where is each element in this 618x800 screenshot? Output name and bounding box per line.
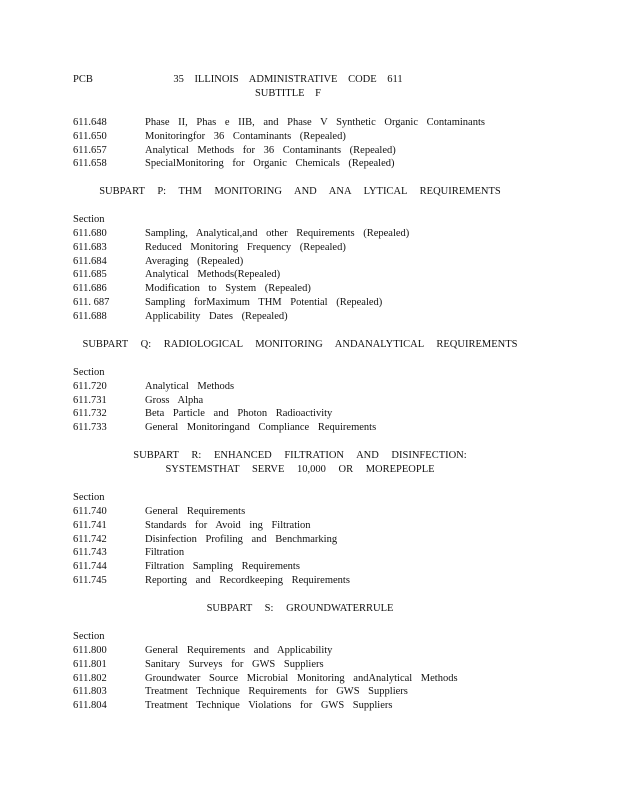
section-number: 611.685 bbox=[73, 269, 107, 280]
subpart-p-heading: SUBPART P: THM MONITORING AND ANA LYTICAL REQUIREMENTS bbox=[99, 186, 501, 197]
subpart-r-heading-line2: SYSTEMSTHAT SERVE 10,000 OR MOREPEOPLE bbox=[165, 463, 435, 475]
list-item bbox=[73, 421, 376, 435]
header-code-line: 35 ILLINOIS ADMINISTRATIVE CODE 611 bbox=[173, 74, 403, 85]
list-item bbox=[73, 241, 346, 255]
section-number: 611.731 bbox=[73, 395, 107, 406]
section-label: Section bbox=[73, 214, 105, 225]
section-number: 611.804 bbox=[73, 700, 107, 711]
subpart-q-heading: SUBPART Q: RADIOLOGICAL MONITORING ANDANALYTICAL REQUIREMENTS bbox=[82, 339, 518, 350]
list-item bbox=[73, 268, 280, 282]
list-item bbox=[73, 296, 382, 310]
section-title: Sampling, Analytical,and other Requirements (Repealed) bbox=[145, 228, 410, 239]
section-title: Sampling forMaximum THM Potential (Repealed) bbox=[145, 297, 383, 308]
list-item bbox=[73, 505, 245, 519]
header-subtitle-line: SUBTITLE F bbox=[254, 87, 322, 99]
section-number: 611.650 bbox=[73, 131, 107, 142]
header-agency: PCB bbox=[73, 74, 93, 85]
list-item bbox=[73, 227, 409, 241]
subpart-r-heading-line1: SUBPART R: ENHANCED FILTRATION AND DISINFECTION: bbox=[133, 450, 467, 461]
section-number: 611.732 bbox=[73, 408, 107, 419]
section-number: 611. 687 bbox=[73, 297, 110, 308]
section-number: 611.720 bbox=[73, 381, 107, 392]
section-number: 611.802 bbox=[73, 673, 107, 684]
section-title: General Requirements and Applicability bbox=[145, 645, 333, 656]
section-title: Treatment Technique Requirements for GWS Suppliers bbox=[145, 686, 408, 697]
list-item bbox=[73, 394, 203, 408]
section-title: Disinfection Profiling and Benchmarking bbox=[145, 534, 338, 545]
section-number: 611.743 bbox=[73, 547, 107, 558]
section-title: Reporting and Recordkeeping Requirements bbox=[145, 575, 350, 586]
section-number: 611.803 bbox=[73, 686, 107, 697]
list-item bbox=[73, 407, 332, 421]
list-item bbox=[73, 658, 324, 672]
list-item bbox=[73, 157, 395, 171]
section-title: Analytical Methods(Repealed) bbox=[145, 269, 281, 280]
section-number: 611.648 bbox=[73, 117, 107, 128]
list-item bbox=[73, 116, 485, 130]
list-item bbox=[73, 310, 288, 324]
section-title: Applicability Dates (Repealed) bbox=[145, 311, 288, 322]
section-number: 611.657 bbox=[73, 145, 107, 156]
section-title: Averaging (Repealed) bbox=[145, 256, 244, 267]
header-code-title bbox=[0, 73, 576, 101]
section-title: Sanitary Surveys for GWS Suppliers bbox=[145, 659, 324, 670]
list-item bbox=[73, 685, 408, 699]
section-title: Beta Particle and Photon Radioactivity bbox=[145, 408, 333, 419]
section-label: Section bbox=[73, 492, 105, 503]
list-item bbox=[73, 144, 396, 158]
section-title: Modification to System (Repealed) bbox=[145, 283, 311, 294]
list-item bbox=[73, 546, 184, 560]
list-item bbox=[73, 672, 458, 686]
list-item bbox=[73, 699, 392, 713]
list-item bbox=[73, 560, 300, 574]
list-item bbox=[73, 282, 311, 296]
section-number: 611.684 bbox=[73, 256, 107, 267]
section-number: 611.744 bbox=[73, 561, 107, 572]
section-number: 611.801 bbox=[73, 659, 107, 670]
section-title: Analytical Methods for 36 Contaminants (Repealed) bbox=[145, 145, 396, 156]
section-title: Reduced Monitoring Frequency (Repealed) bbox=[145, 242, 346, 253]
section-title: Gross Alpha bbox=[145, 395, 204, 406]
list-item bbox=[73, 255, 243, 269]
list-item bbox=[73, 130, 346, 144]
subpart-s-heading: SUBPART S: GROUNDWATERRULE bbox=[206, 603, 394, 614]
section-title: Filtration Sampling Requirements bbox=[145, 561, 300, 572]
section-number: 611.688 bbox=[73, 311, 107, 322]
section-title: Treatment Technique Violations for GWS Suppliers bbox=[145, 700, 393, 711]
section-number: 611.741 bbox=[73, 520, 107, 531]
section-number: 611.800 bbox=[73, 645, 107, 656]
section-title: Monitoringfor 36 Contaminants (Repealed) bbox=[145, 131, 346, 142]
section-title: SpecialMonitoring for Organic Chemicals (Repealed) bbox=[145, 158, 395, 169]
section-title: Filtration bbox=[145, 547, 185, 558]
section-number: 611.745 bbox=[73, 575, 107, 586]
section-label: Section bbox=[73, 631, 105, 642]
section-title: General Monitoringand Compliance Requirements bbox=[145, 422, 377, 433]
section-title: General Requirements bbox=[145, 506, 246, 517]
section-label: Section bbox=[73, 367, 105, 378]
section-number: 611.740 bbox=[73, 506, 107, 517]
list-item bbox=[73, 519, 311, 533]
list-item bbox=[73, 574, 350, 588]
section-number: 611.680 bbox=[73, 228, 107, 239]
section-title: Groundwater Source Microbial Monitoring andAnalytical Methods bbox=[145, 673, 458, 684]
section-number: 611.742 bbox=[73, 534, 107, 545]
subpart-r-heading bbox=[0, 449, 600, 477]
section-number: 611.658 bbox=[73, 158, 107, 169]
section-title: Standards for Avoid ing Filtration bbox=[145, 520, 311, 531]
section-title: Analytical Methods bbox=[145, 381, 235, 392]
list-item bbox=[73, 644, 332, 658]
section-number: 611.733 bbox=[73, 422, 107, 433]
section-number: 611.686 bbox=[73, 283, 107, 294]
list-item bbox=[73, 380, 234, 394]
section-number: 611.683 bbox=[73, 242, 107, 253]
list-item bbox=[73, 533, 337, 547]
section-title: Phase II, Phas e IIB, and Phase V Synthetic Organic Contaminants bbox=[145, 117, 485, 128]
